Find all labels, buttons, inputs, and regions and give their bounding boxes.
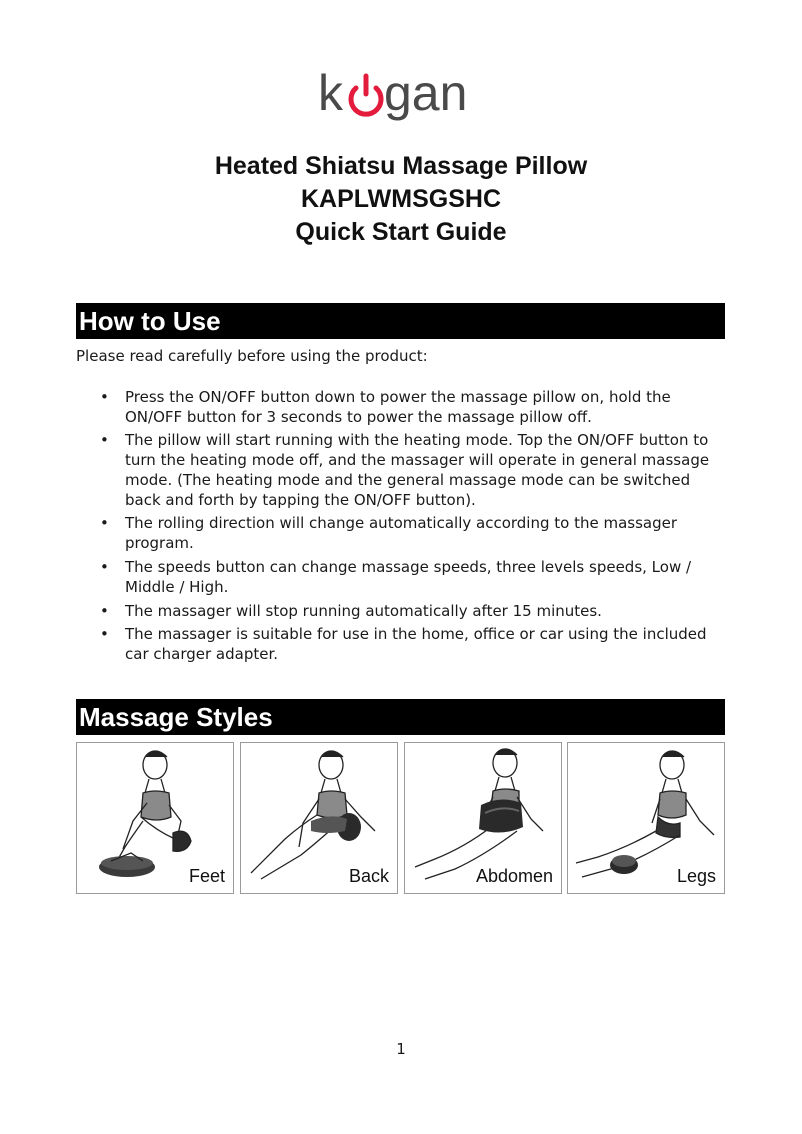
svg-text:k: k: [318, 66, 343, 121]
kogan-logo: [318, 66, 488, 136]
svg-text:gan: gan: [384, 66, 468, 121]
style-label-feet: Feet: [188, 866, 225, 886]
style-label-abdomen: Abdomen: [475, 866, 553, 886]
title-product-name: Heated Shiatsu Massage Pillow: [214, 152, 588, 180]
style-card-back: [240, 742, 398, 894]
how-to-use-heading: How to Use: [76, 303, 725, 339]
style-card-legs: [567, 742, 725, 894]
massage-styles-heading: Massage Styles: [76, 699, 725, 735]
list-item: • The massager is suitable for use in the home, office or car using the included car charger adapter.: [100, 624, 725, 664]
power-icon: [351, 76, 381, 114]
style-card-feet: [76, 742, 234, 894]
how-to-use-intro: Please read carefully before using the product:: [76, 347, 428, 365]
list-item: • The pillow will start running with the heating mode. Top the ON/OFF button to turn the heating mode off, and the massager will operate in general massage mode. (The heating mode and the general massage mode can be switched back and forth by tapping the ON/OFF button).: [100, 430, 725, 510]
list-item: • The massager will stop running automatically after 15 minutes.: [100, 601, 725, 621]
document-title: [0, 150, 802, 249]
page-number: 1: [396, 1040, 406, 1058]
list-item: • The rolling direction will change automatically according to the massager program.: [100, 513, 725, 553]
style-label-back: Back: [348, 866, 389, 886]
title-guide-name: Quick Start Guide: [295, 218, 507, 246]
how-to-use-list: [100, 387, 725, 664]
style-label-legs: Legs: [676, 866, 716, 886]
kogan-logo-graphic: [318, 66, 488, 136]
list-item: • Press the ON/OFF button down to power the massage pillow on, hold the ON/OFF button for 3 seconds to power the massage pillow off.: [100, 387, 725, 427]
list-item: • The speeds button can change massage speeds, three levels speeds, Low / Middle / High.: [100, 557, 725, 597]
massage-styles-gallery: [76, 742, 725, 896]
title-model-number: KAPLWMSGSHC: [301, 185, 501, 213]
style-card-abdomen: [404, 742, 562, 894]
